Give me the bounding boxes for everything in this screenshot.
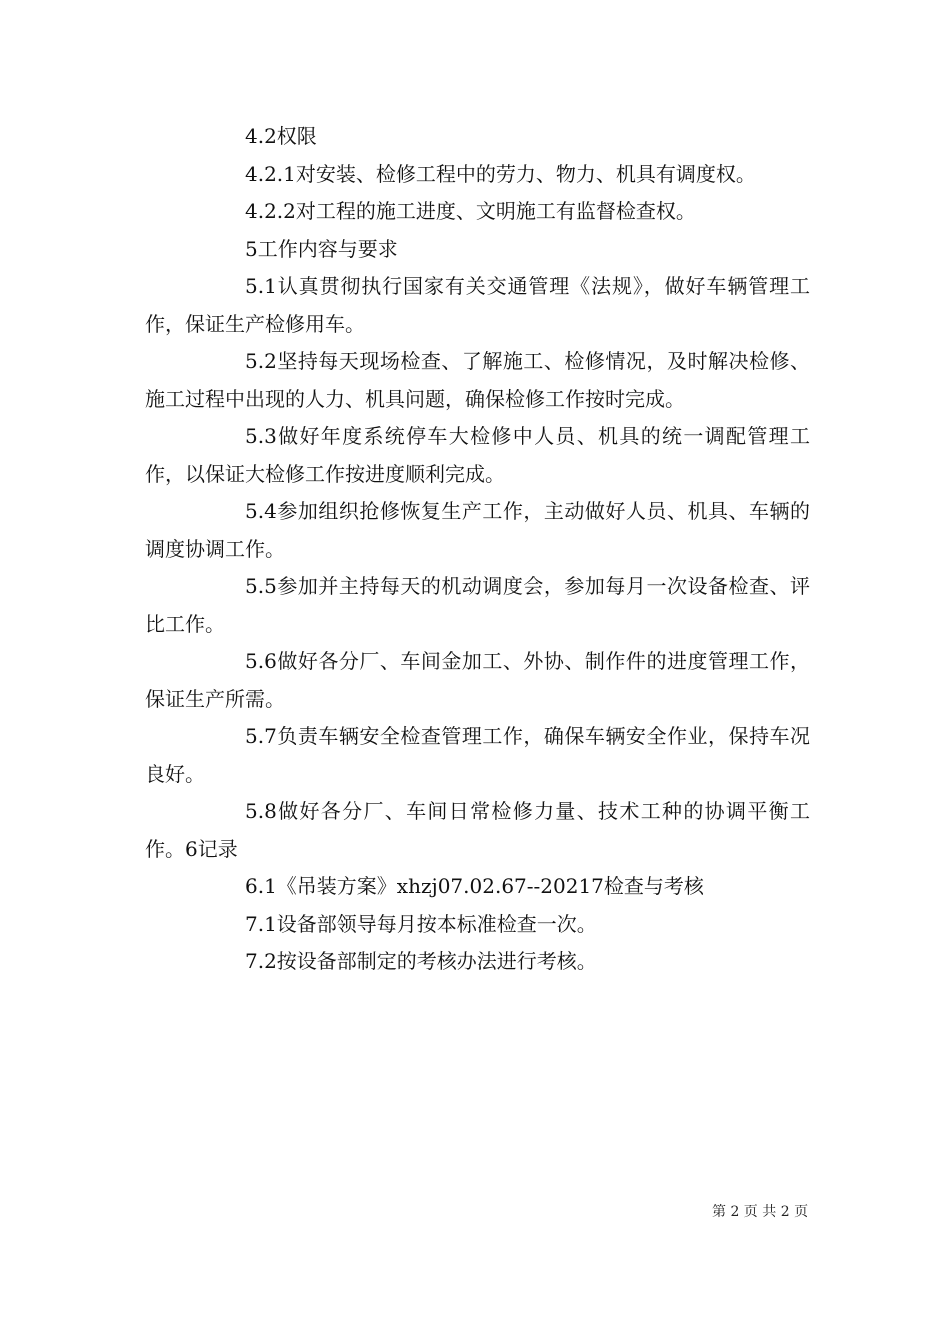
paragraph-4-2: 4.2权限 — [245, 124, 317, 148]
document-body — [145, 118, 810, 981]
paragraph-5-1: 5.1认真贯彻执行国家有关交通管理《法规》，做好车辆管理工作，保证生产检修用车。 — [145, 274, 810, 336]
paragraph-5-4: 5.4参加组织抢修恢复生产工作，主动做好人员、机具、车辆的调度协调工作。 — [145, 499, 810, 561]
paragraph-5-3: 5.3做好年度系统停车大检修中人员、机具的统一调配管理工作，以保证大检修工作按进度顺利完成。 — [145, 424, 810, 486]
paragraph-5-2: 5.2坚持每天现场检查、了解施工、检修情况，及时解决检修、施工过程中出现的人力、机具问题，确保检修工作按时完成。 — [145, 349, 810, 411]
paragraph-7-2: 7.2按设备部制定的考核办法进行考核。 — [245, 949, 597, 973]
paragraph-5-7: 5.7负责车辆安全检查管理工作，确保车辆安全作业，保持车况良好。 — [145, 724, 810, 786]
page-number-footer: 第 2 页 共 2 页 — [712, 1204, 809, 1220]
paragraph-5-5: 5.5参加并主持每天的机动调度会，参加每月一次设备检查、评比工作。 — [145, 574, 810, 636]
paragraph-4-2-1: 4.2.1对安装、检修工程中的劳力、物力、机具有调度权。 — [245, 161, 756, 186]
section-heading-5: 5工作内容与要求 — [245, 236, 398, 261]
paragraph-5-6: 5.6做好各分厂、车间金加工、外协、制作件的进度管理工作，保证生产所需。 — [145, 649, 810, 711]
paragraph-6-1: 6.1《吊装方案》xhzj07.02.67--20217检查与考核 — [245, 874, 704, 898]
paragraph-7-1: 7.1设备部领导每月按本标准检查一次。 — [245, 911, 597, 936]
paragraph-5-8: 5.8做好各分厂、车间日常检修力量、技术工种的协调平衡工作。6记录 — [145, 799, 810, 861]
paragraph-4-2-2: 4.2.2对工程的施工进度、文明施工有监督检查权。 — [245, 199, 696, 223]
